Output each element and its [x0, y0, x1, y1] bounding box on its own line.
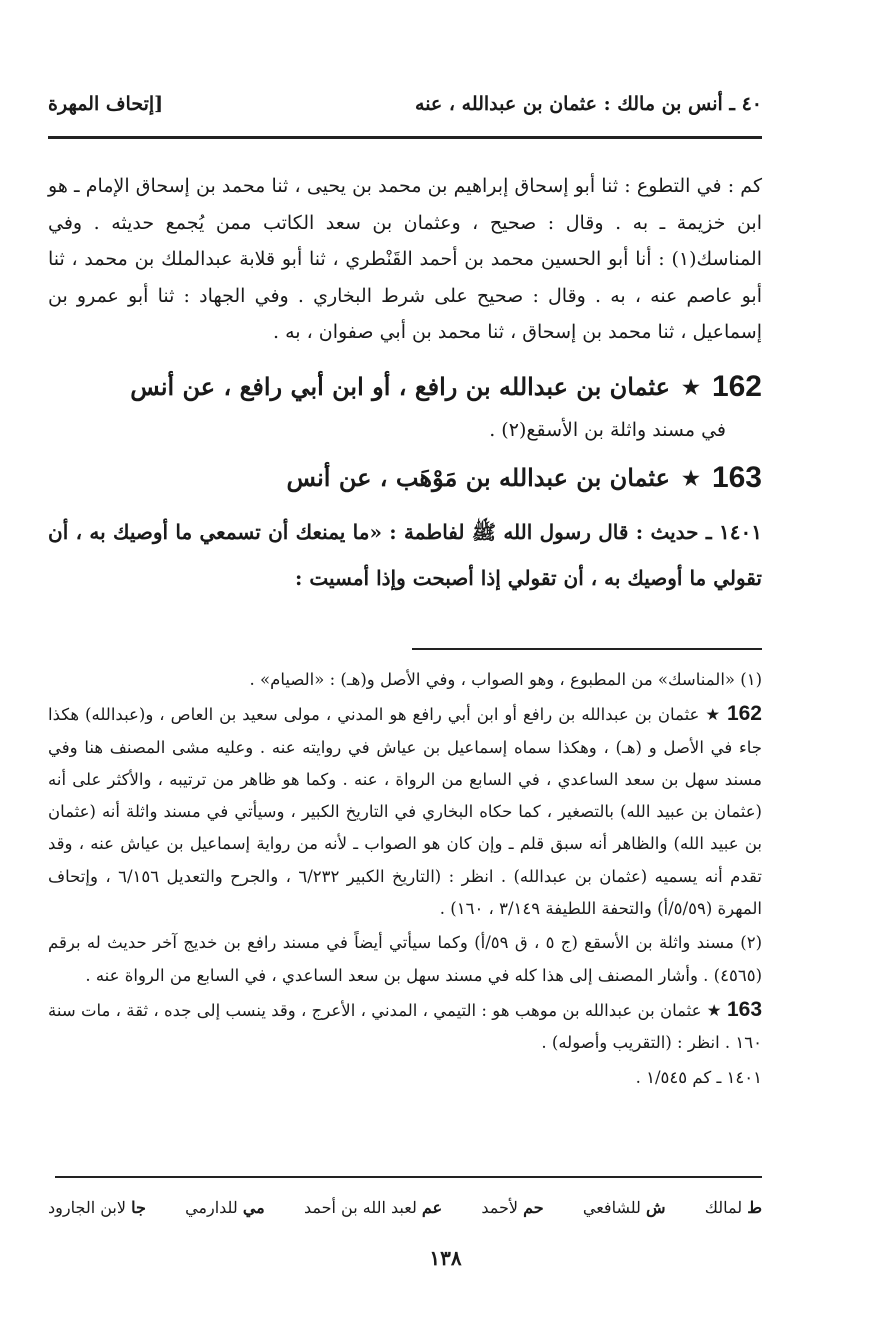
- footnote-162: [48, 698, 762, 925]
- footnote-text: ★ عثمان بن عبدالله بن رافع أو ابن أبي رافع هو المدني ، مولى سعيد بن العاص ، و(عبدالله) هكذا جاء في الأصل و (هـ) ، وهكذا سماه إسماعيل بن عياش في روايته عنه . وعليه مشى المصنف هنا وفي مسند سهل بن سعد الساعدي ، في السابع من الرواة ، عنه . وكما هو ظاهر من ترتيبه ، والأكثر على أنه (عثمان بن عبيد الله) بالتصغير ، كما حكاه البخاري في التاريخ الكبير ، وسيأتي في مسند واثلة أنه (عثمان بن عبيد الله) والظاهر أنه سبق قلم ـ وإن كان هو الصواب ـ لأنه من رواية إسماعيل بن عياش عنه ، وقد تقدم أنه يسميه (عثمان بن عبدالله) . انظر : (التاريخ الكبير ٦/٢٣٢ ، والجرح والتعديل ٦/١٥٦ ، وإتحاف المهرة (٥/٥٩/أ) والتحفة اللطيفة ٣/١٤٩ ، ١٦٠) .: [48, 705, 762, 919]
- abbreviation-item: عم لعبد الله بن أحمد: [303, 1197, 443, 1217]
- entry-title: عثمان بن عبدالله بن رافع ، أو ابن أبي رافع ، عن أنس: [130, 372, 670, 402]
- abbreviation-key: [48, 1192, 762, 1222]
- entry-heading-162: [48, 365, 762, 409]
- header-rule: [48, 136, 762, 139]
- footnote-1401: ١٤٠١ ـ كم ١/٥٤٥ .: [635, 1067, 762, 1087]
- main-text: [48, 168, 762, 621]
- header-book-title: [إتحاف المهرة: [48, 93, 164, 115]
- footnotes: [48, 664, 762, 1094]
- entry-cross-reference: في مسند واثلة بن الأسقع(٢) .: [489, 418, 726, 441]
- entry-heading-163: [48, 453, 762, 503]
- footnote-number: 163: [726, 997, 763, 1021]
- entry-title: عثمان بن عبدالله بن مَوْهَب ، عن أنس: [286, 463, 670, 493]
- footnote-163: [48, 994, 762, 1060]
- entry-number: 162: [711, 369, 762, 403]
- hadith-text: ١٤٠١ ـ حديث : قال رسول الله ﷺ لفاطمة : «ما يمنعك أن تسمعي ما أوصيك به ، أن تقولي ما أوصيك به ، أن تقولي إذا أصبحت وإذا أمسيت :: [48, 519, 762, 590]
- abbreviation-item: ش للشافعي: [582, 1197, 666, 1217]
- footnote-number: 162: [726, 702, 762, 726]
- footnote-1: (١) «المناسك» من المطبوع ، وهو الصواب ، وفي الأصل و(هـ) : «الصيام» .: [249, 670, 762, 689]
- entry-number: 163: [711, 460, 762, 494]
- body-paragraph: كم : في التطوع : ثنا أبو إسحاق إبراهيم بن محمد بن يحيى ، ثنا محمد بن إسحاق الإمام ـ هو ابن خزيمة ـ به . وقال : صحيح ، وعثمان بن سعد الكاتب ممن يُجمع حديثه . وفي المناسك(١) : أنا أبو الحسين محمد بن أحمد القَنْطري ، ثنا أبو قلابة عبدالملك بن محمد ، ثنا أبو عاصم عنه ، به . وقال : صحيح على شرط البخاري . وفي الجهاد : ثنا أبو عمرو بن إسماعيل ، ثنا محمد بن إسحاق ، ثنا محمد بن أبي صفوان ، به .: [48, 175, 763, 344]
- abbreviation-item: ط لمالك: [704, 1197, 762, 1217]
- footnote-2: (٢) مسند واثلة بن الأسقع (ج ٥ ، ق ٥٩/أ) وكما سيأتي أيضاً في مسند رافع بن خديج آخر حديث له برقم (٤٥٦٥) . وأشار المصنف إلى هذا كله في مسند سهل بن سعد الساعدي ، في السابع من الرواة عنه .: [48, 933, 762, 985]
- abbreviation-item: جا لابن الجارود: [48, 1197, 146, 1217]
- star-icon: ★: [682, 465, 700, 490]
- footnote-text: ★ عثمان بن عبدالله بن موهب هو : التيمي ، المدني ، الأعرج ، وقد ينسب إلى جده ، ثقة ، مات سنة ١٦٠ . انظر : (التقريب وأصوله) .: [48, 1000, 762, 1053]
- abbreviation-rule: [55, 1176, 762, 1178]
- abbreviation-item: حم لأحمد: [481, 1197, 544, 1217]
- page-number: ١٣٨: [429, 1246, 462, 1270]
- footnote-separator: [412, 648, 762, 650]
- running-header: [48, 88, 762, 120]
- abbreviation-item: مي للدارمي: [185, 1197, 265, 1217]
- star-icon: ★: [682, 374, 700, 399]
- header-chapter-title: ٤٠ ـ أنس بن مالك : عثمان بن عبدالله ، عنه: [415, 93, 762, 115]
